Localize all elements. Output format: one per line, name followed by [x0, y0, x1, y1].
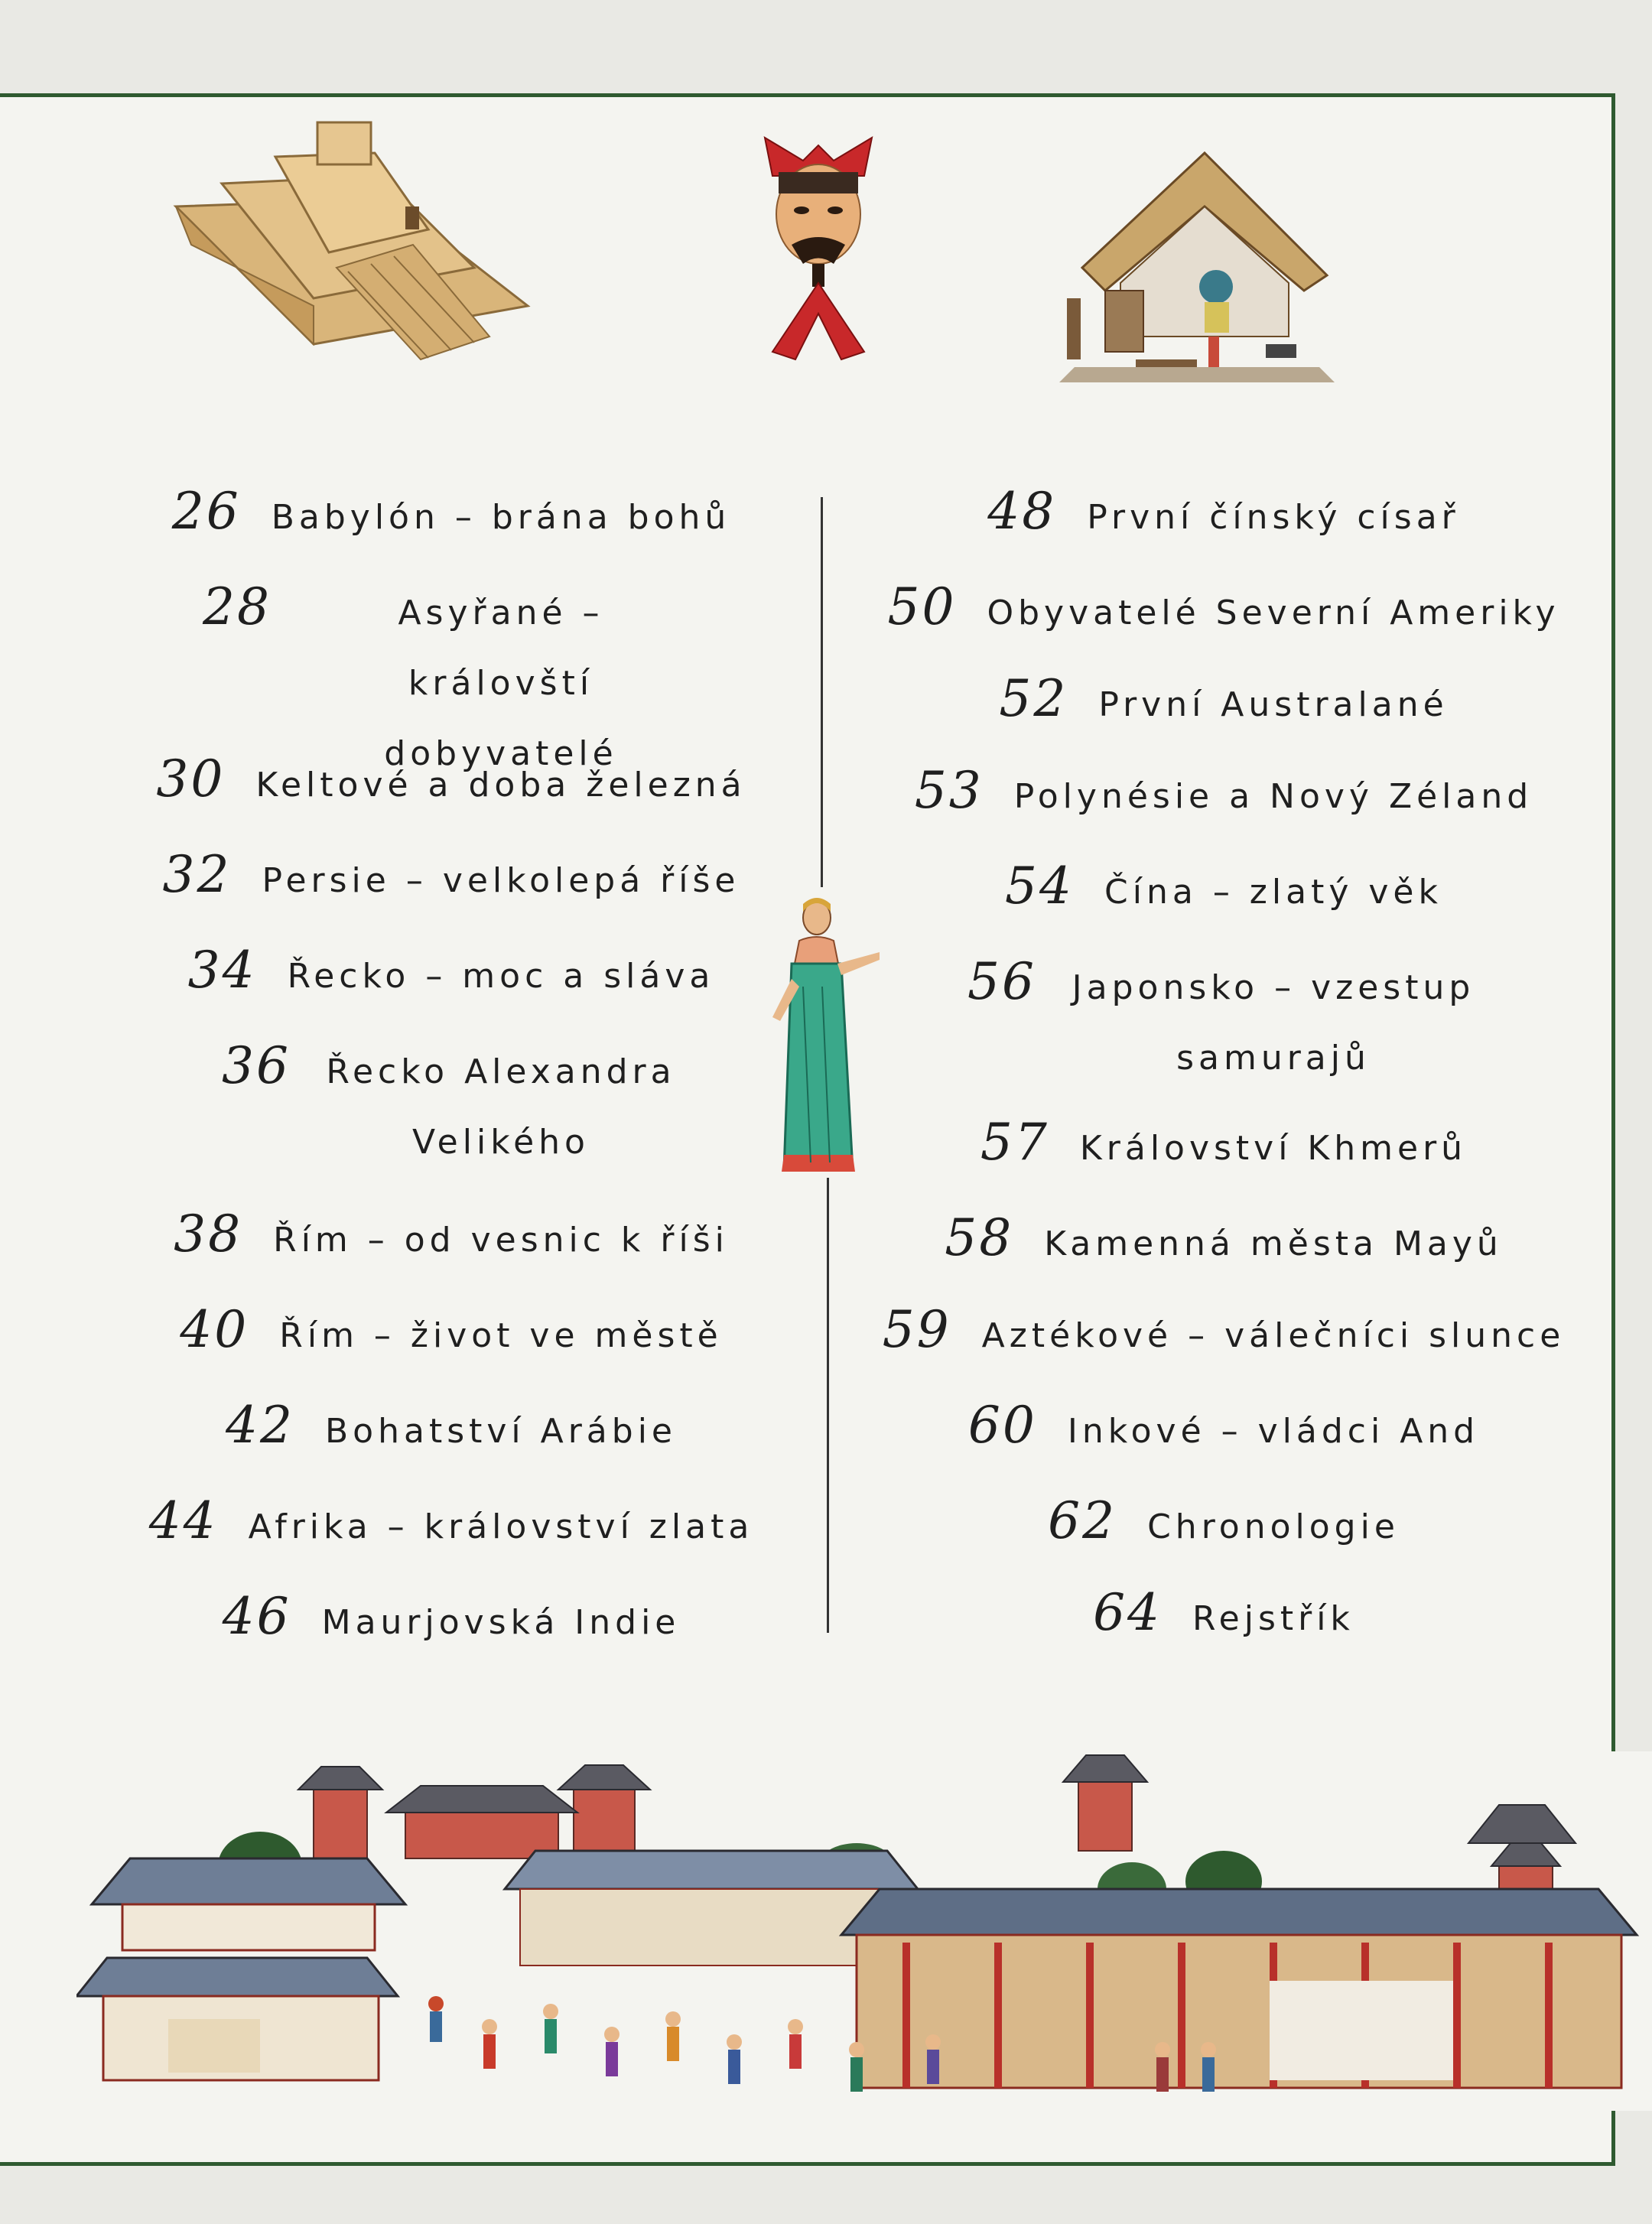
toc-entry[interactable]: [122, 1300, 780, 1371]
page-number: 32: [162, 845, 232, 904]
entry-title: Bohatství Arábie: [324, 1412, 677, 1451]
page-number: 48: [987, 482, 1057, 541]
ziggurat-illustration: [161, 115, 543, 375]
entry-title: Rejstřík: [1192, 1599, 1354, 1638]
toc-entry[interactable]: [857, 577, 1591, 649]
toc-entry[interactable]: [857, 1208, 1591, 1279]
toc-entry[interactable]: [857, 1491, 1591, 1562]
page-number: 60: [967, 1396, 1037, 1455]
page-number: 26: [171, 482, 241, 541]
column-divider-bottom: [827, 1178, 829, 1633]
toc-entry[interactable]: [122, 941, 780, 1012]
toc-entry[interactable]: [918, 952, 1530, 1094]
page-number: 40: [180, 1300, 249, 1359]
page-number: 56: [967, 952, 1036, 1011]
page-number: 36: [222, 1036, 291, 1095]
page-number: 34: [187, 941, 257, 1000]
entry-title: Řím – od vesnic k říši: [273, 1221, 729, 1260]
entry-title: Řím – život ve městě: [279, 1316, 723, 1355]
entry-title: Afrika – království zlata: [248, 1507, 754, 1546]
entry-title: Inkové – vládci And: [1067, 1412, 1480, 1451]
toc-entry[interactable]: [122, 845, 780, 916]
page-number: 58: [945, 1208, 1014, 1267]
celtic-roundhouse-illustration: [1059, 138, 1335, 390]
entry-title: Asyřané – královští dobyvatelé: [384, 593, 618, 773]
toc-entry[interactable]: [857, 1396, 1591, 1467]
entry-title: Persie – velkolepá říše: [262, 861, 740, 900]
page-number: 30: [156, 749, 226, 808]
toc-entry[interactable]: [857, 1113, 1591, 1184]
page-number: 57: [980, 1113, 1049, 1172]
entry-title: Maurjovská Indie: [321, 1603, 681, 1642]
entry-title: Aztékové – válečníci slunce: [981, 1316, 1566, 1355]
toc-entry[interactable]: [122, 1491, 780, 1562]
page-number: 52: [999, 669, 1068, 728]
page-number: 46: [222, 1587, 291, 1646]
toc-entry[interactable]: [122, 1587, 780, 1658]
chinese-city-illustration: [76, 1751, 1652, 2111]
entry-title: Babylón – brána bohů: [271, 498, 731, 537]
page-number: 42: [226, 1396, 294, 1455]
entry-title: První čínský císař: [1087, 498, 1460, 537]
entry-title: Chronologie: [1147, 1507, 1400, 1546]
toc-entry[interactable]: [857, 857, 1591, 928]
entry-title: Keltové a doba železná: [255, 766, 746, 805]
toc-entry[interactable]: [857, 482, 1591, 553]
entry-title: První Australané: [1098, 685, 1449, 724]
toc-entry[interactable]: [176, 1036, 727, 1178]
page-number: 50: [887, 577, 957, 636]
page-number: 38: [174, 1205, 243, 1263]
column-divider-top: [821, 497, 823, 887]
toc-entry[interactable]: [857, 1300, 1591, 1371]
entry-title: Japonsko – vzestup samurajů: [1072, 968, 1475, 1078]
entry-title: Obyvatelé Severní Ameriky: [987, 593, 1560, 632]
page-number: 28: [203, 577, 272, 636]
toc-entry[interactable]: [122, 749, 780, 821]
page-number: 53: [914, 761, 984, 820]
page-number: 54: [1005, 857, 1075, 915]
page-number: 59: [882, 1300, 951, 1359]
entry-title: Kamenná města Mayů: [1044, 1224, 1503, 1263]
entry-title: Polynésie a Nový Zéland: [1013, 777, 1533, 816]
entry-title: Království Khmerů: [1079, 1129, 1468, 1168]
entry-title: Řecko Alexandra Velikého: [326, 1052, 676, 1162]
entry-title: Čína – zlatý věk: [1104, 873, 1442, 912]
entry-title: Řecko – moc a sláva: [287, 957, 715, 996]
page-number: 64: [1093, 1583, 1163, 1642]
toc-entry[interactable]: [122, 1205, 780, 1276]
toc-entry[interactable]: [857, 669, 1591, 740]
toc-entry[interactable]: [857, 761, 1591, 832]
page-number: 62: [1048, 1491, 1117, 1550]
chinese-emperor-illustration: [757, 130, 880, 367]
toc-entry[interactable]: [857, 1583, 1591, 1654]
toc-entry[interactable]: [122, 482, 780, 553]
page-number: 44: [148, 1491, 218, 1550]
toc-entry[interactable]: [122, 1396, 780, 1467]
